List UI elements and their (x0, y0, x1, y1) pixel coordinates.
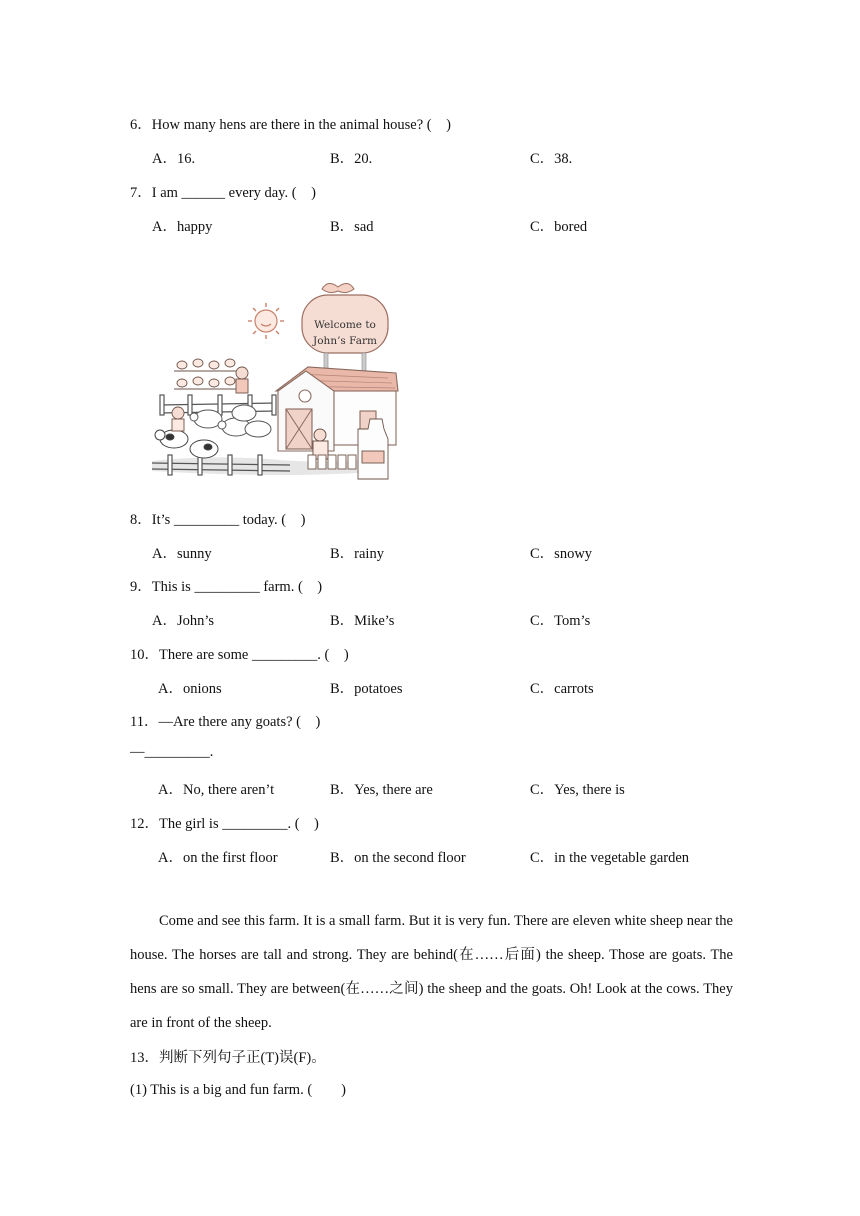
question-12: 12．The girl is _________. ( ) (130, 816, 319, 832)
q8-option-b: B．rainy (330, 546, 384, 562)
q8-option-a: A．sunny (152, 546, 212, 562)
q7-option-a: A．happy (152, 219, 213, 235)
q6-option-b: B．20. (330, 151, 373, 167)
q13-item-1: (1) This is a big and fun farm. ( ) (130, 1082, 346, 1098)
question-11: 11．—Are there any goats? ( ) (130, 714, 321, 730)
q9-option-c: C．Tom’s (530, 613, 591, 629)
q10-option-a: A．onions (158, 681, 222, 697)
q6-option-c: C．38. (530, 151, 573, 167)
q11-answer-line: —_________. (130, 744, 214, 760)
sign-line-2: John’s Farm (313, 335, 377, 347)
question-13-title: 13．判断下列句子正(T)误(F)。 (130, 1050, 326, 1066)
q11-option-c: C．Yes, there is (530, 782, 625, 798)
farm-sign (302, 283, 388, 371)
question-9: 9．This is _________ farm. ( ) (130, 579, 323, 595)
hens (174, 359, 238, 389)
boy (172, 407, 184, 431)
q12-option-a: A．on the first floor (158, 850, 278, 866)
sun-icon (248, 303, 284, 339)
q9-option-a: A．John’s (152, 613, 215, 629)
question-8: 8．It’s _________ today. ( ) (130, 512, 306, 528)
reading-passage (130, 904, 733, 1040)
q9-option-b: B．Mike’s (330, 613, 395, 629)
question-10: 10．There are some _________. ( ) (130, 647, 349, 663)
q10-option-b: B．potatoes (330, 681, 403, 697)
farm-illustration (148, 279, 400, 491)
question-6: 6．How many hens are there in the animal house? ( ) (130, 117, 451, 133)
farmer (313, 429, 328, 459)
sheep (190, 405, 271, 437)
q8-option-c: C．snowy (530, 546, 593, 562)
q10-option-c: C．carrots (530, 681, 594, 697)
q6-option-a: A．16. (152, 151, 196, 167)
q11-option-b: B．Yes, there are (330, 782, 433, 798)
q7-option-b: B．sad (330, 219, 374, 235)
cows (155, 430, 218, 458)
passage-text: Come and see this farm. It is a small farm. But it is very fun. There are eleven white sheep near the house. The horses are tall and strong. They are behind(在……后面) the sheep. Those are goats. The hens are so small. They are between(在……之间) the sheep and the goats. Oh! Look at the cows. They are in front of the sheep. (130, 913, 733, 1031)
sign-line-1: Welcome to (314, 319, 376, 331)
question-7: 7．I am ______ every day. ( ) (130, 185, 316, 201)
q12-option-b: B．on the second floor (330, 850, 466, 866)
q12-option-c: C．in the vegetable garden (530, 850, 690, 866)
q11-option-a: A．No, there aren’t (158, 782, 275, 798)
girl (236, 367, 248, 393)
q7-option-c: C．bored (530, 219, 588, 235)
